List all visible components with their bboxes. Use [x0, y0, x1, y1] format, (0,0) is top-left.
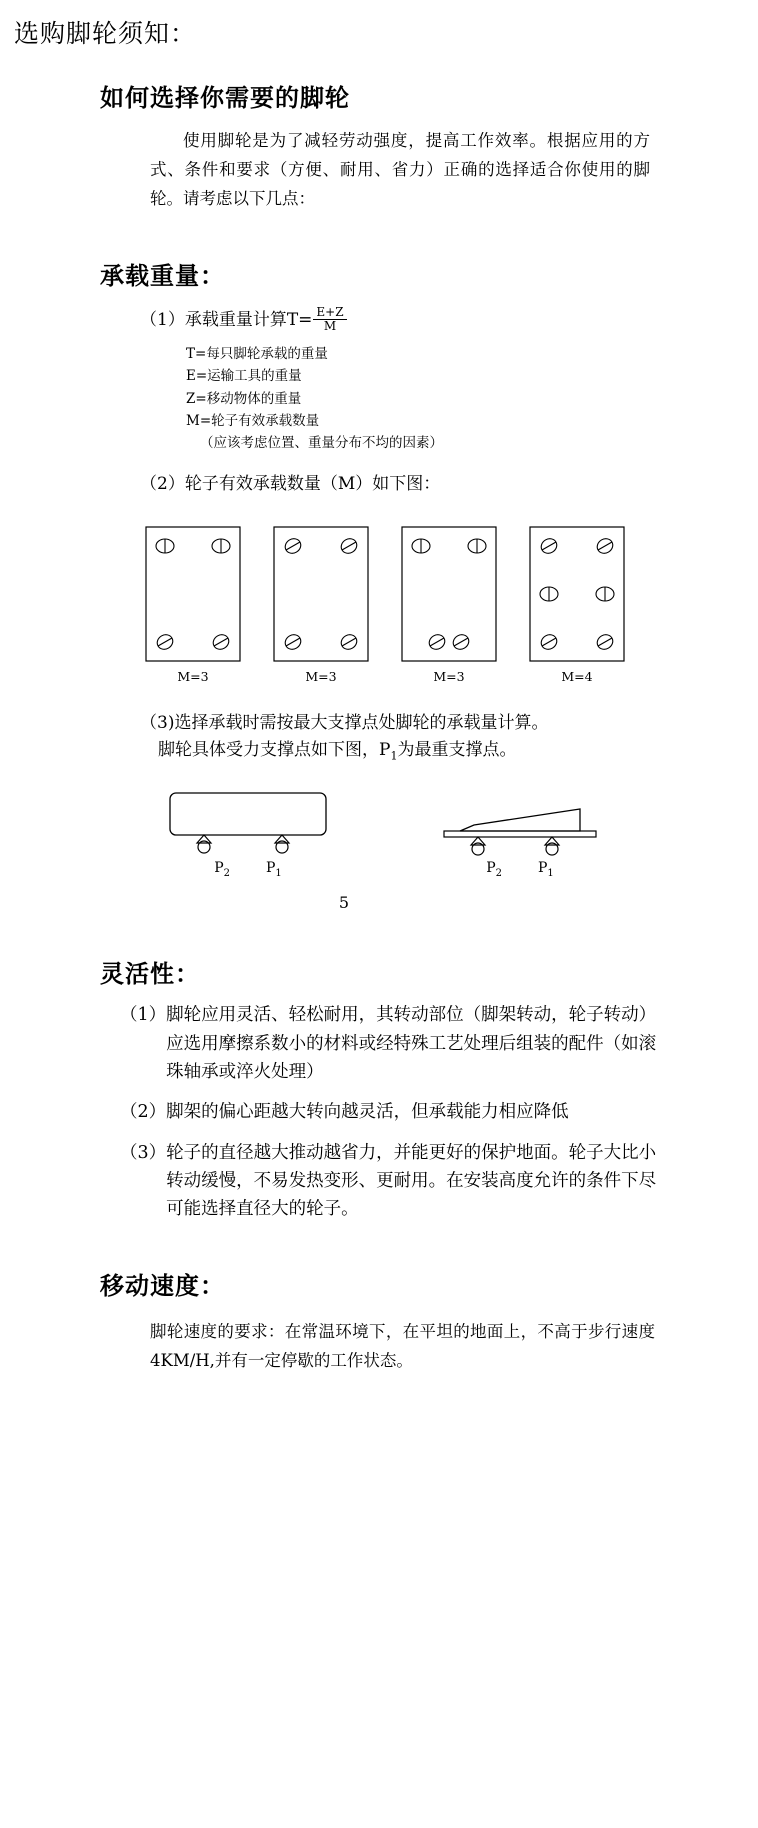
figure-3-caption: M=3	[433, 668, 465, 684]
page-number: 5	[338, 893, 350, 913]
figure-2	[271, 524, 371, 684]
fraction-numerator: E+Z	[316, 304, 344, 319]
support-labels-flat	[214, 860, 282, 879]
cart-diagram-icon	[527, 524, 627, 664]
cart-diagram-icon	[271, 524, 371, 664]
definition-e: E=运输工具的重量	[186, 368, 302, 385]
cart-diagram-icon	[399, 524, 499, 664]
load-item-3-line1: （3)选择承载时需按最大支撑点处脚轮的承载量计算。	[140, 712, 549, 733]
list-item-text: 脚架的偏心距越大转向越灵活，但承载能力相应降低	[166, 1102, 569, 1123]
list-item-text: 脚轮应用灵活、轻松耐用，其转动部位（脚架转动，轮子转动）应选用摩擦系数小的材料或经特殊工艺处理后组装的配件（如滚珠轴承或淬火处理）	[166, 1005, 657, 1082]
load-item-3-line2	[158, 737, 645, 765]
section-heading-flexibility: 灵活性：	[100, 959, 200, 989]
list-item-text: 轮子的直径越大推动越省力，并能更好的保护地面。轮子大比小转动缓慢，不易发热变形、更耐用。在安装高度允许的条件下尽可能选择直径大的轮子。	[166, 1142, 657, 1220]
load-item-2: （2）轮子有效承载数量（M）如下图：	[140, 473, 441, 494]
definition-z: Z=移动物体的重量	[186, 390, 302, 407]
fraction	[313, 306, 346, 335]
formula-prefix: （1）承载重量计算T=	[140, 310, 313, 331]
definition-note: （应该考虑位置、重量分布不均的因素）	[200, 435, 443, 452]
support-figure-incline	[430, 787, 610, 879]
figure-3	[399, 524, 499, 684]
inclined-load-diagram-icon	[430, 787, 610, 857]
speed-paragraph: 脚轮速度的要求：在常温环境下，在平坦的地面上，不高于步行速度4KM/H,并有一定停歇的工作状态。	[150, 1321, 655, 1371]
document-page	[0, 14, 758, 1828]
load-item-3-line2-b: 为最重支撑点。	[397, 740, 517, 761]
intro-paragraph: 使用脚轮是为了减轻劳动强度，提高工作效率。根据应用的方式、条件和要求（方便、耐用、省力）正确的选择适合你使用的脚轮。请考虑以下几点：	[150, 131, 650, 208]
figure-1-caption: M=3	[177, 668, 209, 684]
page-title: 选购脚轮须知：	[14, 19, 197, 48]
flexibility-list	[120, 1001, 660, 1223]
definition-t: T=每只脚轮承载的重量	[186, 346, 328, 363]
formula-inline	[140, 304, 347, 336]
section-heading-load: 承载重量：	[100, 260, 225, 290]
section-heading-speed: 移动速度：	[100, 1270, 225, 1300]
load-item-3-line2-a: 脚轮具体受力支撑点如下图，P	[158, 740, 391, 761]
label-p1: $P_1$	[538, 860, 554, 880]
label-p2: $P_2$	[214, 860, 230, 880]
figure-2-caption: M=3	[305, 668, 337, 684]
list-item-marker: （1）	[120, 1005, 167, 1026]
figure-4	[527, 524, 627, 684]
cart-diagram-icon	[143, 524, 243, 664]
label-p1: $P_1$	[266, 860, 282, 880]
fraction-denominator: M	[313, 319, 346, 334]
load-item-3	[140, 710, 645, 766]
label-p2: $P_2$	[486, 860, 502, 880]
document-subtitle: 如何选择你需要的脚轮	[100, 83, 350, 112]
list-item-marker: （2）	[120, 1102, 167, 1123]
list-item-marker: （3）	[120, 1142, 167, 1163]
list-item	[120, 1139, 660, 1224]
wheel-layout-figures	[0, 524, 758, 684]
flat-load-diagram-icon	[158, 787, 338, 857]
support-figure-flat	[158, 787, 338, 879]
support-labels-incline	[486, 860, 554, 879]
definition-m: M=轮子有效承载数量	[186, 413, 320, 430]
list-item	[120, 1001, 660, 1086]
load-formula-line	[140, 304, 758, 336]
formula-definitions	[186, 343, 758, 454]
figure-1	[143, 524, 243, 684]
support-point-figures	[0, 787, 758, 879]
p1-subscript: 1	[390, 749, 398, 763]
list-item	[120, 1098, 660, 1126]
figure-4-caption: M=4	[561, 668, 593, 684]
